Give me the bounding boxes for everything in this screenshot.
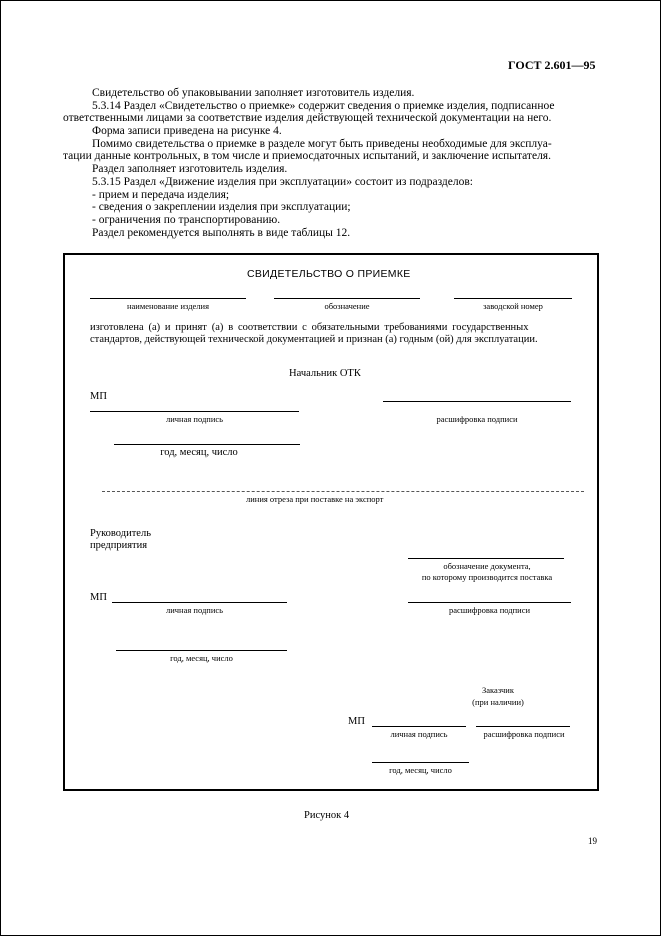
personal-signature-line [112, 602, 287, 603]
signature-decoding-label: расшифровка подписи [448, 605, 531, 615]
page-number: 19 [588, 836, 597, 846]
personal-signature-label: личная подпись [165, 605, 224, 615]
document-designation-label: обозначение документа, [443, 561, 531, 571]
signature-decoding-label: расшифровка подписи [483, 729, 565, 739]
signature-decoding-line [476, 726, 570, 727]
paragraph-line: Помимо свидетельства о приемке в разделе могут быть приведены необходимые для эксплуа- [92, 138, 552, 150]
serial-number-line [454, 298, 572, 299]
statement-line: изготовлена (а) и принят (а) в соответствии с обязательными требованиями государственных [90, 322, 529, 333]
personal-signature-line [372, 726, 466, 727]
stamp-placeholder: МП [90, 391, 107, 402]
paragraph-line: ответственными лицами за соответствие изделия действующей технической документации на него. [63, 112, 552, 124]
customer-label: Заказчик [482, 685, 514, 695]
enterprise-manager-label: Руководитель [90, 528, 151, 539]
stamp-placeholder: МП [348, 716, 365, 727]
document-designation-line [408, 558, 564, 559]
serial-number-label: заводской номер [483, 301, 543, 311]
designation-line [274, 298, 420, 299]
personal-signature-label: личная подпись [165, 414, 224, 424]
paragraph-line: Раздел заполняет изготовитель изделия. [92, 163, 288, 175]
enterprise-manager-label: предприятия [90, 540, 148, 551]
document-designation-label: по которому производится поставка [421, 572, 553, 582]
form-title: СВИДЕТЕЛЬСТВО О ПРИЕМКЕ [247, 268, 411, 280]
date-label: год, месяц, число [170, 653, 233, 663]
otk-head-label: Начальник ОТК [289, 368, 361, 379]
figure-caption: Рисунок 4 [304, 810, 350, 821]
paragraph-line: 5.3.15 Раздел «Движение изделия при эксплуатации» состоит из подразделов: [92, 176, 474, 188]
signature-decoding-line [383, 401, 571, 402]
date-line [372, 762, 469, 763]
list-item: - ограничения по транспортированию. [92, 214, 281, 226]
paragraph-line: Свидетельство об упаковывании заполняет изготовитель изделия. [92, 87, 415, 99]
date-line [114, 444, 300, 445]
signature-decoding-label: расшифровка подписи [436, 414, 518, 424]
paragraph-line: Форма записи приведена на рисунке 4. [92, 125, 282, 137]
doc-header: ГОСТ 2.601—95 [508, 58, 596, 72]
paragraph-line: Раздел рекомендуется выполнять в виде таблицы 12. [92, 227, 351, 239]
signature-decoding-line [408, 602, 571, 603]
product-name-line [90, 298, 246, 299]
paragraph-line: тации данные контрольных, в том числе и приемосдаточных испытаний, и заключение испытателя. [63, 150, 551, 162]
personal-signature-line [90, 411, 299, 412]
designation-label: обозначение [324, 301, 370, 311]
list-item: - сведения о закреплении изделия при эксплуатации; [92, 201, 351, 213]
list-item: - прием и передача изделия; [92, 189, 230, 201]
customer-label: (при наличии) [472, 697, 524, 707]
cut-line-label: линия отреза при поставке на экспорт [246, 494, 384, 504]
date-label: год, месяц, число [160, 447, 238, 458]
product-name-label: наименование изделия [126, 301, 210, 311]
paragraph-line: 5.3.14 Раздел «Свидетельство о приемке» содержит сведения о приемке изделия, подписанное [92, 100, 555, 112]
stamp-placeholder: МП [90, 592, 107, 603]
cut-line [102, 491, 584, 492]
statement-line: стандартов, действующей технической документацией и признан (а) годным (ой) для эксплуатации. [90, 334, 538, 345]
date-line [116, 650, 287, 651]
personal-signature-label: личная подпись [390, 729, 448, 739]
date-label: год, месяц, число [389, 765, 452, 775]
